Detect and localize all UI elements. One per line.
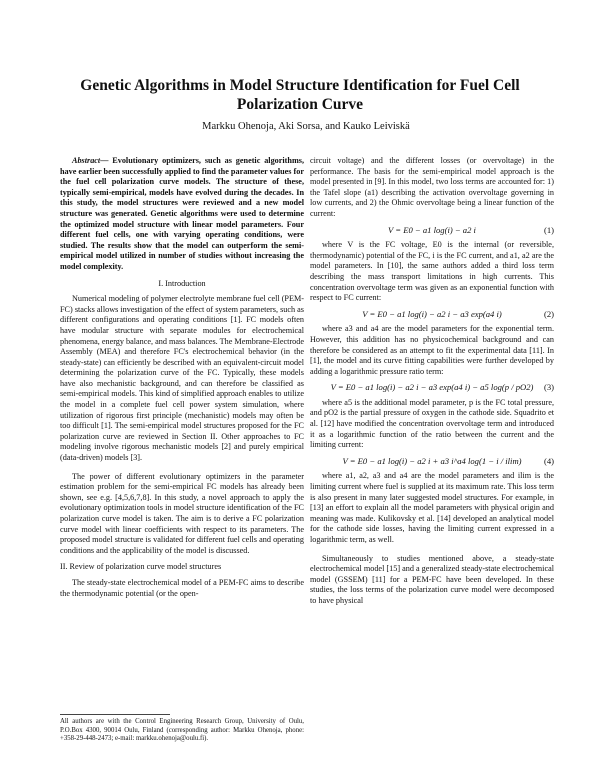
right-paragraph-4: where a5 is the additional model parameter, p is the FC total pressure, and pO2 is the partial pressure of oxygen in the cathode side. Squadrito et al. [12] have modified the concentration overvoltage term and introduced it as a logarithmic function of the ratio between the current and the limiting current: bbox=[310, 397, 554, 450]
equation-1: V = E0 − a1 log(i) − a2 i (1) bbox=[388, 224, 554, 235]
right-paragraph-1: circuit voltage) and the different losses (or overvoltage) in the performance. The basis for the semi-empirical model approach is the model presented in [9]. In this model, two loss terms are accounted for: 1) the Tafel slope (a1) describing the activation overvoltage governing in low currents, and 2) the Ohmic overvoltage being a linear function of the current: bbox=[310, 156, 554, 218]
intro-paragraph-1: Numerical modeling of polymer electrolyte membrane fuel cell (PEM-FC) stacks allows investigation of the effect of system parameters, such as different configurations and operating conditions [1]. FC models often have modular structure with separate modules for electrochemical phenomena, energy balance, and mass balances. The Membrane-Electrode Assembly (MEA) and therefore FC's electrochemical behavior (in the steady-state) can efficiently be described with an equivalent-circuit model determining the polarization curve of the FC. Typically, these models have also mechanistic background, and can therefore be classified as semi-empirical models. This kind of simplified approach enables to utilize the model in a complete fuel cell power system simulation, where utilization of rigorous first principle (mechanistic) models may often be too difficult [1]. The semi-empirical model structures proposed for the FC polarization curve are reviewed in Section II. Other approaches to FC modeling involve rigorous mechanistic models [2] and purely empirical (data-driven) models [3]. bbox=[60, 294, 304, 463]
right-paragraph-5: where a1, a2, a3 and a4 are the model parameters and ilim is the limiting current where fuel is supplied at its maximum rate. This loss term is also present in many later suggested model structures. For example, in [13] an effort to explain all the model parameters with physical origin and meaning was made. Kulikovsky et al. [14] developed an analytical model for the cathode side losses, having the limiting current expressed in a logarithmic term, as well. bbox=[310, 471, 554, 544]
equation-3-number: (3) bbox=[543, 382, 554, 393]
paper-authors: Markku Ohenoja, Aki Sorsa, and Kauko Leiviskä bbox=[202, 121, 410, 132]
equation-2-number: (2) bbox=[543, 308, 554, 319]
section-heading-review: II. Review of polarization curve model structures bbox=[60, 562, 222, 572]
footnote-rule bbox=[60, 714, 170, 715]
author-footnote bbox=[60, 714, 304, 744]
paper-title: Genetic Algorithms in Model Structure Identification for Fuel Cell Polarization Curve bbox=[80, 77, 520, 113]
right-paragraph-3: where a3 and a4 are the model parameters for the exponential term. However, this addition has no physicochemical background and can therefore be considered as an attempt to fit the experimental data [11]. In [1], the model and its curve fitting capabilities were further developed by adding a logarithmic pressure ratio term: bbox=[310, 324, 554, 376]
abstract-label: Abstract bbox=[72, 156, 101, 165]
equation-4: V = E0 − a1 log(i) − a2 i + a3 i^a4 log(1 − i / ilim) (4) bbox=[342, 455, 554, 466]
equation-4-number: (4) bbox=[543, 455, 554, 466]
abstract-text: Evolutionary optimizers, such as genetic algorithms, have earlier been successfully applied to find the parameter values for the fuel cell polarization curve models. The structure of these, typically semi-empirical, models have evolved during the decades. In this study, the model structures were reviewed and a new model structure was generated. Genetic algorithms were used to determine the optimized model structure with linear model parameters. Four different fuel cells, one with varying operating conditions, were studied. The results show that the model can outperform the semi-empirical model utilized in number of studies without increasing the model complexity. bbox=[60, 156, 304, 271]
review-paragraph-1: The steady-state electrochemical model of a PEM-FC aims to describe the thermodynamic potential (or the open- bbox=[60, 577, 304, 598]
left-column bbox=[60, 156, 304, 599]
intro-paragraph-2: The power of different evolutionary optimizers in the parameter estimation problem for the semi-empirical FC models has already been shown, see e.g. [4,5,6,7,8]. In this study, a novel approach to apply the evolutionary optimization tools in model structure identification of the FC polarization curve model is taken. The aim is to derive a FC polarization curve model with linear coefficients with respect to its parameters. The proposed model structure is validated for different fuel cells and operating conditions and the applicability of the model is discussed. bbox=[60, 471, 304, 555]
right-paragraph-6: Simultaneously to studies mentioned above, a steady-state electrochemical model [15] and a generalized steady-state electrochemical model (GSSEM) [11] for a PEM-FC have been developed. In these studies, the loss terms of the polarization curve model were decomposed to have physical bbox=[310, 553, 554, 605]
right-column bbox=[310, 156, 554, 607]
equation-2: V = E0 − a1 log(i) − a2 i − a3 exp(a4 i) (2) bbox=[362, 308, 554, 319]
section-heading-introduction: I. Introduction bbox=[158, 278, 206, 288]
equation-1-number: (1) bbox=[543, 224, 554, 235]
right-paragraph-2: where V is the FC voltage, E0 is the internal (or reversible, thermodynamic) potential of the FC, i is the FC current, and a1, a2 are the model parameters. In [10], the same authors added a third loss term describing the mass transport limitations in high currents. This concentration overvoltage term was given as an exponential function with respect to FC current: bbox=[310, 240, 554, 303]
abstract: Abstract— Evolutionary optimizers, such as genetic algorithms, have earlier been successfully applied to find the parameter values for the fuel cell polarization curve models. The structure of these, typically semi-empirical, models have evolved during the decades. In this study, the model structures were reviewed and a new model structure was generated. Genetic algorithms were used to determine the optimized model structure with linear model parameters. Four different fuel cells, one with varying operating conditions, were studied. The results show that the model can outperform the semi-empirical model utilized in number of studies without increasing the model complexity. bbox=[60, 156, 304, 271]
equation-3: V = E0 − a1 log(i) − a2 i − a3 exp(a4 i) − a5 log(p / pO2) (3) bbox=[330, 382, 554, 393]
footnote-text: All authors are with the Control Engineering Research Group, University of Oulu, P.O.Box 4300, 90014 Oulu, Finland (corresponding author: Markku Ohenoja, phone: +358-29-448-2473; e-mail: markku.ohenoja@oulu.fi). bbox=[60, 718, 304, 743]
